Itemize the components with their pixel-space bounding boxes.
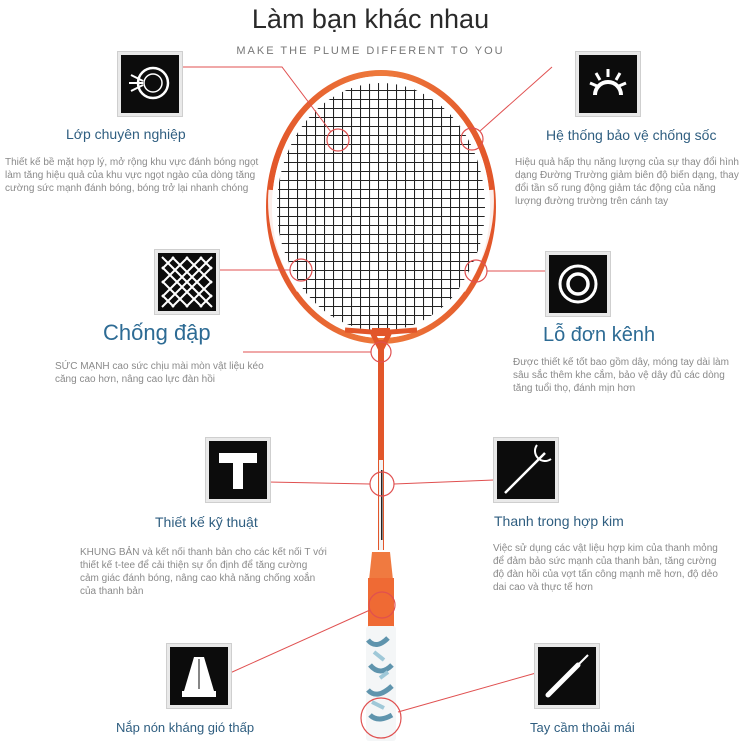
feature-desc-pro-layer: Thiết kế bề mặt hợp lý, mở rộng khu vực đánh bóng ngọt làm tăng hiệu quả của khu vực ngọt ngào của dòng tăng cường sức mạnh đánh bóng, bóng trở lại nhanh chóng xyxy=(5,157,259,194)
feature-title-shock-protect: Hệ thống bảo vệ chống sốc xyxy=(546,127,717,143)
racket-shaft xyxy=(378,340,384,550)
string-bed xyxy=(277,83,485,331)
feature-desc-alloy-shaft: Việc sử dụng các vật liệu hợp kim của thanh mỏng để đảm bảo sức mạnh của thanh bản, tăng cường độ đàn hồi của vợt tấn công mạnh mẽ hơn, độ dẻo dai cao và thực tế hơn xyxy=(493,543,718,593)
feature-title-anti-smash: Chống đập xyxy=(103,320,211,345)
shuttle-head-icon xyxy=(118,52,182,116)
feature-title-pro-layer: Lớp chuyên nghiệp xyxy=(66,126,186,142)
alloy-shaft-icon xyxy=(494,438,558,502)
shock-absorb-icon xyxy=(576,52,640,116)
feature-title-single-channel: Lỗ đơn kênh xyxy=(543,324,656,346)
page-title: Làm bạn khác nhau xyxy=(251,4,490,34)
page-subtitle: MAKE THE PLUME DIFFERENT TO YOU xyxy=(236,45,505,57)
string-mesh-icon xyxy=(155,250,219,314)
racket-head xyxy=(269,73,493,341)
feature-title-alloy-shaft: Thanh trong hợp kim xyxy=(494,513,624,529)
feature-desc-anti-smash: SỨC MẠNH cao sức chịu mài mòn vật liệu kéo căng cao hơn, nâng cao lực đàn hồi xyxy=(55,361,264,385)
grip-handle-icon xyxy=(535,644,599,708)
t-joint-icon xyxy=(206,438,270,502)
cone-cap-icon xyxy=(167,644,231,708)
feature-title-engineering: Thiết kế kỹ thuật xyxy=(155,514,258,530)
feature-title-cone-cap: Nắp nón kháng gió thấp xyxy=(116,720,255,735)
racket-handle xyxy=(366,552,396,741)
feature-desc-single-channel: Được thiết kế tốt bao gồm dây, móng tay dài làm sâu sắc thêm khe cắm, bảo vệ dây đủ các dòng tăng tuổi thọ, đánh mịn hơn xyxy=(513,357,729,394)
feature-desc-shock-protect: Hiệu quả hấp thụ năng lượng của sự thay đổi hình dạng Đường Trường giảm biên độ biến dạng, thay đổi tần số rung động giảm tác động của năng lượng đường trường trên cánh tay xyxy=(515,157,739,207)
feature-desc-engineering: KHUNG BẢN và kết nối thanh bản cho các kết nối T với thiết kế t-tee để cải thiện sự ổn định để tăng cường cảm giác đánh bóng, nâng cao khả năng chống xoắn của thanh bản xyxy=(80,547,327,597)
grommet-ring-icon xyxy=(546,252,610,316)
feature-title-grip: Tay cầm thoải mái xyxy=(530,720,635,735)
